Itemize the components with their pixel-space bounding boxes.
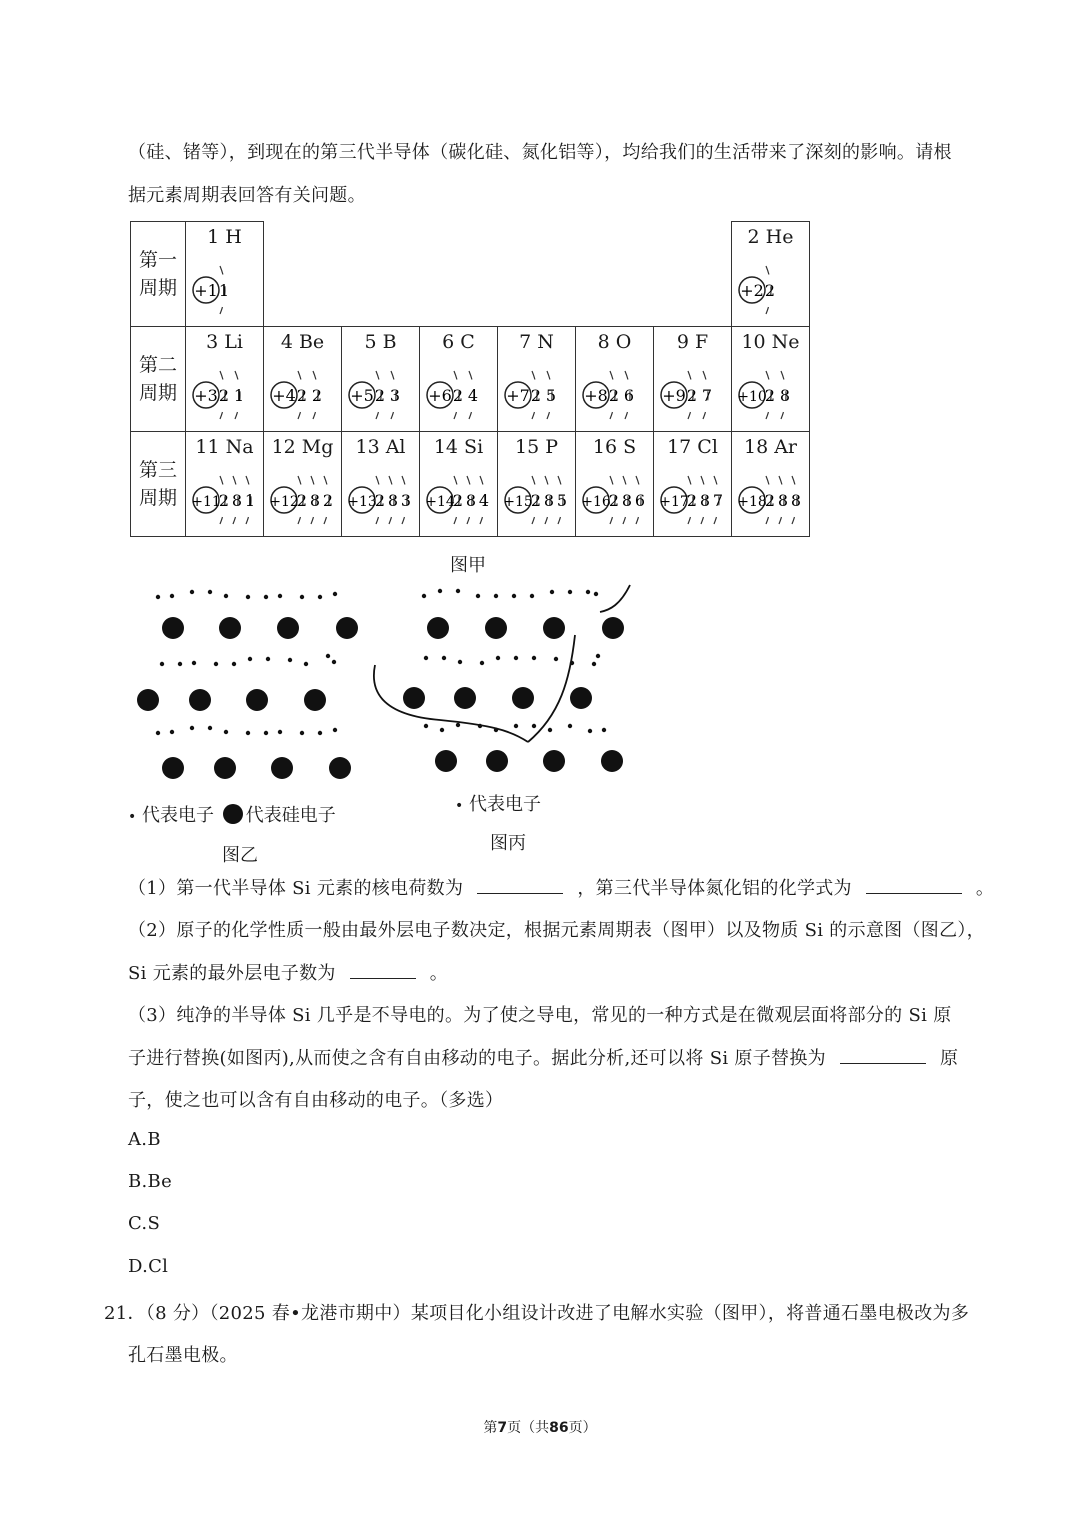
nucleus-charge: +9 [662,386,686,405]
shell-electron-count: 7 [701,386,713,405]
nucleus-charge: +5 [350,386,374,405]
element-symbol: 4 Be [280,331,325,353]
electron-dot [214,662,218,666]
shell-electron-count: 2 [608,491,620,510]
electron-dot [332,660,336,664]
element-symbol: 1 H [207,226,242,248]
element-symbol: 8 O [597,331,632,353]
electron-dot [156,731,160,735]
shell-electron-count: 2 [764,491,776,510]
shell-electron-count: 5 [545,386,557,405]
element-symbol: 16 S [592,436,637,458]
q2-blank-outer-electrons[interactable] [350,962,416,979]
q3-text-a: 子进行替换(如图丙),从而使之含有自由移动的电子。据此分析,还可以将 Si 原子替换为 [128,1048,826,1069]
q1-text-a: （1）第一代半导体 Si 元素的核电荷数为 [128,878,464,899]
electron-dot [232,662,236,666]
nucleus-charge: +14 [425,494,455,510]
shell-electron-count: 2 [311,386,323,405]
q1-text-c: 。 [975,878,995,899]
electron-dot [333,592,337,596]
period-row [131,222,810,327]
nucleus-charge: +2 [740,281,764,300]
page-number: 7 [497,1420,508,1436]
element-symbol: 14 Si [433,436,484,458]
atomic-structure-diagram [342,462,419,532]
electron-dot [160,662,164,666]
electron-dot [224,594,228,598]
shell-electron-count: 2 [322,491,334,510]
legend-dot-label: 代表电子 [469,794,541,815]
electron-dot [304,662,308,666]
option-a[interactable]: A.B [128,1129,161,1150]
footer-suffix: 页） [568,1420,597,1436]
total-pages: 86 [549,1420,569,1436]
nucleus-charge: +1 [194,281,218,300]
silicon-atom [304,689,326,711]
atomic-structure-diagram [264,462,341,532]
atomic-structure-diagram [498,462,575,532]
silicon-atom [214,757,236,779]
silicon-atom [189,689,211,711]
question-2-line-2 [128,959,448,985]
figure-b-legend [128,801,336,827]
option-c[interactable]: C.S [128,1213,161,1234]
electron-dot [333,728,337,732]
electron-dot [248,657,252,661]
shell-electron-count: 8 [699,491,711,510]
electron-dot [318,731,322,735]
element-symbol: 15 P [514,436,558,458]
shell-electron-count: 2 [452,386,464,405]
legend-big-label: 代表硅电子 [245,805,336,826]
figure-c-electron-path [360,580,660,780]
shell-electron-count: 2 [218,491,230,510]
shell-electron-count: 2 [530,491,542,510]
shell-electron-count: 8 [387,491,399,510]
option-d[interactable]: D.Cl [128,1256,169,1277]
shell-electron-count: 6 [623,386,635,405]
nucleus-charge: +10 [737,389,767,405]
q2-text-b: 。 [429,963,449,984]
shell-electron-count: 3 [400,491,412,510]
dot-icon: • [455,798,464,814]
element-cell [186,327,263,431]
element-symbol: 2 He [747,226,794,248]
nucleus-charge: +15 [503,494,533,510]
atomic-structure-diagram [498,357,575,427]
shell-electron-count: 2 [296,491,308,510]
shell-electron-count: 7 [712,491,724,510]
shell-electron-count: 8 [309,491,321,510]
element-symbol: 17 Cl [667,436,718,458]
atomic-structure-diagram [186,462,263,532]
q3-text-b: 原 [939,1048,959,1069]
nucleus-charge: +4 [272,386,296,405]
page-footer [0,1417,1080,1437]
electron-dot [266,657,270,661]
shell-electron-count: 8 [231,491,243,510]
electron-dot [246,595,250,599]
element-symbol: 11 Na [195,436,254,458]
element-cell [186,432,263,536]
element-symbol: 5 B [364,331,397,353]
element-symbol: 13 Al [355,436,406,458]
intro-line-1: （硅、锗等），到现在的第三代半导体（碳化硅、氮化铝等），均给我们的生活带来了深刻的影响。请根 [128,142,952,163]
q1-text-b: ，第三代半导体氮化铝的化学式为 [577,878,852,899]
electron-dot [208,590,212,594]
footer-prefix: 第 [483,1420,498,1436]
nucleus-charge: +8 [584,386,608,405]
shell-electron-count: 8 [621,491,633,510]
intro-line-2: 据元素周期表回答有关问题。 [128,185,366,206]
period-label: 第一 周期 [131,222,186,327]
element-cell [576,327,653,431]
electron-dot [318,595,322,599]
element-cell [732,327,809,431]
question-21-line-1: 21．（8 分）（2025 春•龙港市期中）某项目化小组设计改进了电解水实验（图甲），将普通石墨电极改为多 [104,1303,970,1324]
silicon-atom [271,757,293,779]
electron-dot [264,595,268,599]
table-gap [264,222,732,327]
nucleus-charge: +16 [581,494,611,510]
shell-electron-count: 2 [374,491,386,510]
atomic-structure-diagram [264,357,341,427]
electron-dot [326,654,330,658]
q2-text-a: Si 元素的最外层电子数为 [128,963,336,984]
shell-electron-count: 1 [218,281,230,300]
question-21-line-2: 孔石墨电极。 [128,1345,238,1366]
q3-blank-replacement[interactable] [840,1047,926,1064]
shell-electron-count: 2 [686,491,698,510]
electron-dot [288,658,292,662]
shell-electron-count: 6 [634,491,646,510]
question-1 [128,874,994,900]
element-cell [498,432,575,536]
atomic-structure-diagram [342,357,419,427]
electron-dot [170,594,174,598]
electron-dot [178,662,182,666]
shell-electron-count: 3 [389,386,401,405]
shell-electron-count: 8 [465,491,477,510]
option-b[interactable]: B.Be [128,1171,173,1192]
shell-electron-count: 5 [556,491,568,510]
atomic-structure-diagram [732,252,809,322]
element-cell [498,327,575,431]
silicon-atom [162,617,184,639]
shell-electron-count: 2 [608,386,620,405]
shell-electron-count: 2 [686,386,698,405]
silicon-atom [162,757,184,779]
electron-dot [300,731,304,735]
atomic-structure-diagram [654,357,731,427]
shell-electron-count: 2 [530,386,542,405]
atomic-structure-diagram [576,357,653,427]
electron-dot [190,590,194,594]
electron-dot [156,595,160,599]
element-cell [732,432,809,536]
electron-dot [192,661,196,665]
periodic-table [130,221,810,537]
element-cell [654,432,731,536]
figure-b-lattice [130,580,370,780]
element-cell [732,222,809,326]
electron-dot [224,730,228,734]
periodic-table-figure [130,221,810,537]
element-symbol: 18 Ar [743,436,798,458]
element-symbol: 12 Mg [271,436,334,458]
figure-a-caption: 图甲 [450,555,486,576]
nucleus-charge: +13 [347,494,377,510]
figure-b-caption: 图乙 [222,845,258,866]
nucleus-charge: +18 [737,494,767,510]
question-3-line-3: 子，使之也可以含有自由移动的电子。（多选） [128,1090,504,1111]
electron-dot [278,730,282,734]
atomic-structure-diagram [420,462,497,532]
shell-electron-count: 2 [374,386,386,405]
silicon-atom [336,617,358,639]
shell-electron-count: 2 [218,386,230,405]
silicon-atom [329,757,351,779]
shell-electron-count: 4 [467,386,479,405]
q1-blank-charge[interactable] [477,877,563,894]
element-cell [576,432,653,536]
big-dot-icon [223,804,243,824]
figure-c-legend [455,790,541,816]
period-label: 第二 周期 [131,327,186,432]
element-cell [186,222,263,326]
atomic-structure-diagram [576,462,653,532]
silicon-atom [277,617,299,639]
element-cell [264,432,341,536]
element-cell [420,327,497,431]
element-symbol: 7 N [519,331,554,353]
shell-electron-count: 2 [296,386,308,405]
electron-dot [264,731,268,735]
figure-c-caption: 图丙 [490,833,526,854]
footer-middle: 页（共 [507,1420,550,1436]
atomic-structure-diagram [186,357,263,427]
atomic-structure-diagram [732,462,809,532]
q1-blank-formula[interactable] [866,877,962,894]
question-2-line-1: （2）原子的化学性质一般由最外层电子数决定，根据元素周期表（图甲）以及物质 Si 的示意图（图乙）， [128,920,985,941]
element-symbol: 6 C [442,331,475,353]
electron-dot [246,731,250,735]
electron-dot [278,594,282,598]
nucleus-charge: +6 [428,386,452,405]
silicon-atom [219,617,241,639]
period-label: 第三 周期 [131,432,186,537]
electron-dot [300,595,304,599]
element-symbol: 3 Li [206,331,243,353]
electron-dot [170,730,174,734]
silicon-atom [246,689,268,711]
shell-electron-count: 2 [764,386,776,405]
shell-electron-count: 8 [543,491,555,510]
element-cell [264,327,341,431]
period-row [131,327,810,432]
atomic-structure-diagram [654,462,731,532]
shell-electron-count: 8 [779,386,791,405]
electron-dot [208,726,212,730]
shell-electron-count: 2 [452,491,464,510]
element-cell [654,327,731,431]
element-cell [342,327,419,431]
nucleus-charge: +11 [191,494,221,510]
question-3-line-2 [128,1044,958,1070]
shell-electron-count: 8 [790,491,802,510]
shell-electron-count: 4 [478,491,490,510]
element-cell [342,432,419,536]
shell-electron-count: 1 [233,386,245,405]
atomic-structure-diagram [420,357,497,427]
shell-electron-count: 8 [777,491,789,510]
electron-dot [190,726,194,730]
element-cell [420,432,497,536]
atomic-structure-diagram [732,357,809,427]
nucleus-charge: +12 [269,494,299,510]
element-symbol: 10 Ne [741,331,800,353]
dot-icon: • [128,809,137,825]
silicon-atom [137,689,159,711]
legend-dot-label: 代表电子 [142,805,214,826]
shell-electron-count: 1 [244,491,256,510]
nucleus-charge: +3 [194,386,218,405]
question-3-line-1: （3）纯净的半导体 Si 几乎是不导电的。为了使之导电，常见的一种方式是在微观层面将部分的 Si 原 [128,1005,952,1026]
nucleus-charge: +17 [659,494,689,510]
nucleus-charge: +7 [506,386,530,405]
period-row [131,432,810,537]
shell-electron-count: 2 [764,281,776,300]
element-symbol: 9 F [676,331,709,353]
atomic-structure-diagram [186,252,263,322]
